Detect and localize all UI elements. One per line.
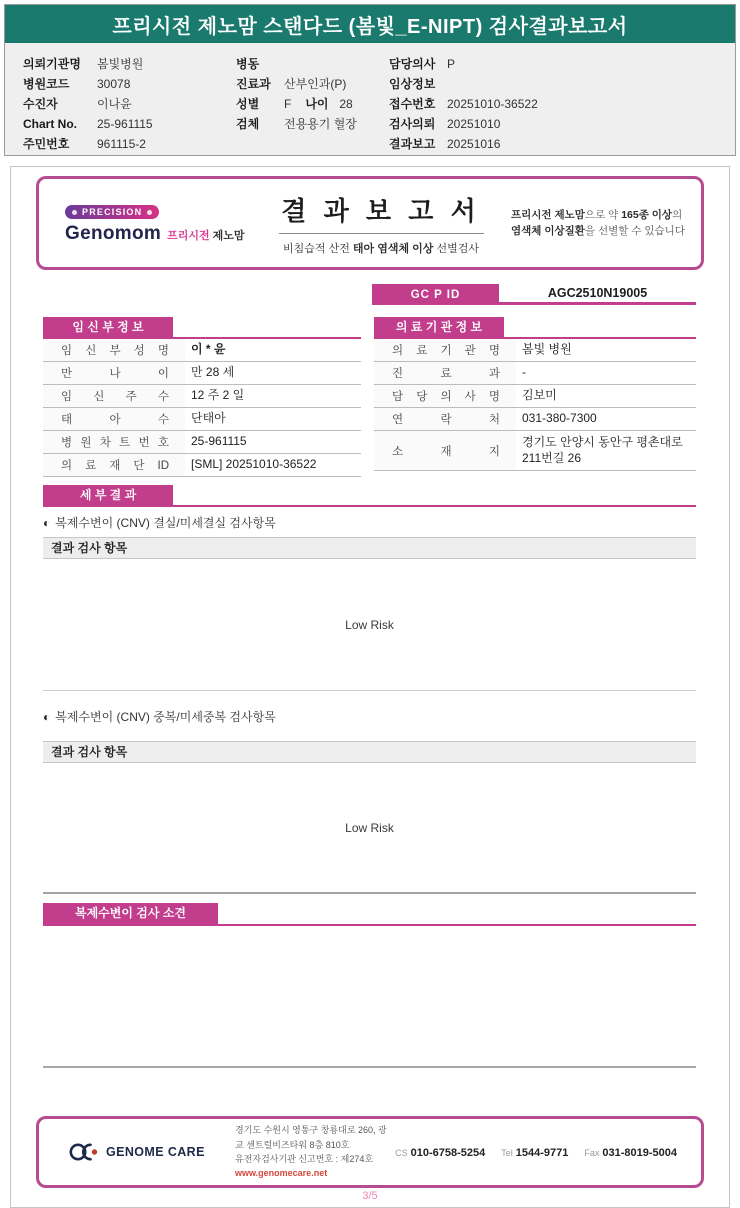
contact-cs: CS 010-6758-5254: [395, 1147, 486, 1159]
order-info-panel: [4, 4, 736, 156]
order-info-col2: [236, 54, 389, 154]
detail-results-section: [43, 485, 696, 507]
table-row: 의 료 기 관 명 봄빛 병원: [374, 339, 696, 362]
field-clinical-info: 임상정보: [389, 77, 436, 91]
field-chart-no: Chart No. 25-961115: [23, 117, 153, 131]
table-row: 태 아 수 단태아: [43, 408, 361, 431]
page-number: 3/5: [362, 1190, 378, 1202]
cnv-findings-section: [43, 903, 696, 926]
brand-subtitle: 프리시전 제노맘: [167, 229, 245, 242]
pregnant-info-title: 임 신 부 정 보: [43, 317, 173, 337]
badge-dot-icon: [72, 210, 77, 215]
field-department: 진료과 산부인과(P): [236, 77, 347, 91]
cnv-findings-title: 복제수변이 검사 소견: [43, 903, 218, 924]
precision-badge: PRECISION: [65, 205, 159, 219]
table-row: 임 신 주 수 12 주 2 일: [43, 385, 361, 408]
half-circle-icon: ◐: [43, 709, 51, 724]
field-receipt-no: 접수번호 20251010-36522: [389, 97, 538, 111]
report-title: 프리시전 제노맘 스탠다드 (봄빛_E-NIPT) 검사결과보고서: [112, 15, 628, 38]
cnv-deletion-heading: ◐ 복제수변이 (CNV) 결실/미세결실 검사항목: [43, 515, 276, 530]
table-row: 연 락 처 031-380-7300: [374, 408, 696, 431]
gcpid-bar: [372, 284, 696, 305]
banner-title: 결 과 보 고 서: [281, 195, 481, 226]
field-request-date: 검사의뢰 20251010: [389, 117, 501, 131]
banner-title-block: [251, 191, 511, 256]
field-patient: 수진자 이나윤: [23, 97, 132, 111]
detail-results-title: 세 부 결 과: [43, 485, 173, 505]
field-specimen: 검체 전용용기 혈장: [236, 117, 357, 131]
table-row: 만 나 이 만 28 세: [43, 362, 361, 385]
field-hospital-code: 병원코드 30078: [23, 77, 131, 91]
medical-org-title: 의 료 기 관 정 보: [374, 317, 504, 337]
footer-contacts: [395, 1143, 701, 1161]
cnv-duplication-result: [43, 763, 696, 894]
report-banner: [36, 176, 704, 270]
result-items-header: 결과 검사 항목: [43, 741, 696, 763]
field-sex-age: 성별 F 나이 28: [236, 97, 353, 111]
brand-line: [65, 223, 251, 245]
cnv-deletion-result: [43, 559, 696, 691]
field-requesting-org: 의뢰기관명 봄빛병원: [23, 57, 144, 71]
footer-website-link[interactable]: www.genomecare.net: [235, 1168, 328, 1179]
cnv-duplication-heading: ◐ 복제수변이 (CNV) 중복/미세중복 검사항목: [43, 709, 276, 724]
risk-status: Low Risk: [345, 617, 394, 632]
footer-address: [235, 1123, 395, 1181]
footer-box: [36, 1116, 704, 1188]
field-doctor: 담당의사 P: [389, 57, 456, 71]
field-report-date: 결과보고 20251016: [389, 137, 501, 151]
risk-status: Low Risk: [345, 820, 394, 835]
bottom-divider: [43, 1066, 696, 1068]
pregnant-info-table: [43, 317, 361, 477]
result-items-header: 결과 검사 항목: [43, 537, 696, 559]
order-info-grid: [5, 43, 735, 154]
footer-brand: GENOME CARE: [106, 1145, 205, 1159]
order-info-col1: [23, 54, 236, 154]
gcpid-label: GC P ID: [410, 288, 461, 301]
footer-address-line1: 경기도 수원시 영통구 창룡대로 260, 광교 센트럴비즈타워 8층 810호: [235, 1125, 387, 1150]
badge-dot-icon: [147, 210, 152, 215]
table-row: 담 당 의 사 명 김보미: [374, 385, 696, 408]
banner-description: 프리시전 제노맘으로 약 165종 이상의 염색체 이상질환을 선별할 수 있습니다: [511, 208, 685, 237]
report-page: [10, 166, 730, 1208]
gcpid-value: AGC2510N19005: [499, 284, 696, 302]
field-ward: 병동: [236, 57, 260, 71]
banner-divider: [279, 233, 484, 234]
brand-logo: Genomom: [65, 222, 162, 244]
banner-subtitle: 비침습적 산전 태아 염색체 이상 선별검사: [283, 242, 479, 255]
contact-tel: Tel 1544-9771: [501, 1147, 569, 1159]
table-row: 병 원 차 트 번 호 25-961115: [43, 431, 361, 454]
table-row: 소 재 지 경기도 안양시 동안구 평촌대로 211번길 26: [374, 431, 696, 471]
contact-fax: Fax 031-8019-5004: [584, 1147, 677, 1159]
brand-block: [39, 202, 251, 245]
genome-care-logo: [39, 1141, 235, 1163]
order-info-col3: [389, 54, 735, 154]
table-row: 의 료 재 단 ID [SML] 20251010-36522: [43, 454, 361, 477]
half-circle-icon: ◐: [43, 515, 51, 530]
info-tables: [43, 317, 696, 477]
medical-org-table: [374, 317, 696, 477]
table-row: 임 신 부 성 명 이 * 윤: [43, 339, 361, 362]
footer-address-line2: 유전자검사기관 신고번호 : 제274호: [235, 1154, 374, 1164]
field-resident-no: 주민번호 961115-2: [23, 137, 146, 151]
gc-monogram-icon: [69, 1141, 99, 1163]
table-row: 진 료 과 -: [374, 362, 696, 385]
report-title-bar: [5, 5, 735, 43]
